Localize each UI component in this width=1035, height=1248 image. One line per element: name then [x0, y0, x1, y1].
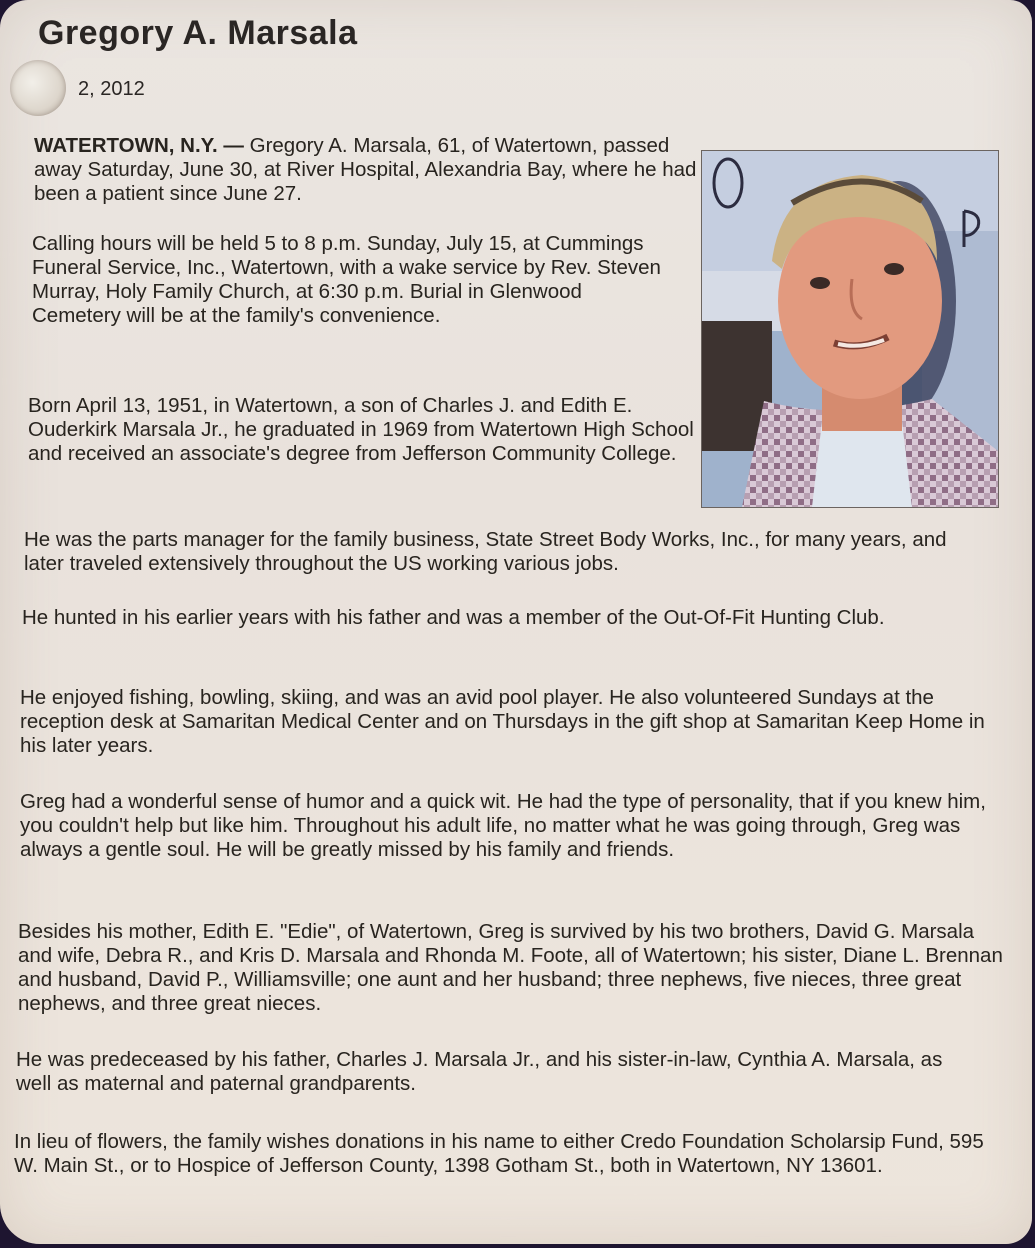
portrait-photo: [701, 150, 999, 508]
paragraph-survivors: Besides his mother, Edith E. "Edie", of Watertown, Greg is survived by his two brothers, David G. Marsala and wife, Debra R., and Kris D. Marsala and Rhonda M. Foote, all of Watertown; his sister, Diane L. Brennan and husband, David P., Williamsville; one aunt and her husband; three nephews, five nieces, three great nephews, and three great nieces.: [18, 920, 1003, 1015]
publication-date: 2, 2012: [78, 78, 145, 100]
paragraph-hunting: He hunted in his earlier years with his father and was a member of the Out-Of-Fit Hunting Club.: [22, 606, 885, 629]
punch-hole: [10, 60, 66, 116]
paragraph-birth-education: Born April 13, 1951, in Watertown, a son of Charles J. and Edith E. Ouderkirk Marsala Jr., he graduated in 1969 from Watertown High School and received an associate's degree from Jefferson Community College.: [28, 394, 694, 465]
paragraph-text: Gregory A. Marsala, 61, of Watertown, passed away Saturday, June 30, at River Hospital, Alexandria Bay, where he had been a patient since June 27.: [34, 134, 697, 205]
paragraph-calling-hours: Calling hours will be held 5 to 8 p.m. Sunday, July 15, at Cummings Funeral Service, Inc., Watertown, with a wake service by Rev. Steven Murray, Holy Family Church, at 6:30 p.m. Burial in Glenwood Cemetery will be at the family's convenience.: [32, 232, 661, 327]
paragraph-death-notice: [34, 134, 698, 206]
obituary-title: Gregory A. Marsala: [38, 14, 358, 52]
paragraph-personality: Greg had a wonderful sense of humor and a quick wit. He had the type of personality, that if you knew him, you couldn't help but like him. Throughout his adult life, no matter what he was going through, Greg was always a gentle soul. He will be greatly missed by his family and friends.: [20, 790, 986, 861]
paragraph-predeceased: He was predeceased by his father, Charles J. Marsala Jr., and his sister-in-law, Cynthia A. Marsala, as well as maternal and paternal grandparents.: [16, 1048, 943, 1095]
paragraph-donations: In lieu of flowers, the family wishes donations in his name to either Credo Foundation Scholarsip Fund, 595 W. Main St., or to Hospice of Jefferson County, 1398 Gotham St., both in Watertown, NY 13601.: [14, 1130, 984, 1177]
dateline: WATERTOWN, N.Y. —: [34, 134, 244, 157]
paragraph-hobbies: He enjoyed fishing, bowling, skiing, and was an avid pool player. He also volunteered Sundays at the reception desk at Samaritan Medical Center and on Thursdays in the gift shop at Samaritan Keep Home in his later years.: [20, 686, 985, 757]
paragraph-career: He was the parts manager for the family business, State Street Body Works, Inc., for many years, and later traveled extensively throughout the US working various jobs.: [24, 528, 947, 575]
